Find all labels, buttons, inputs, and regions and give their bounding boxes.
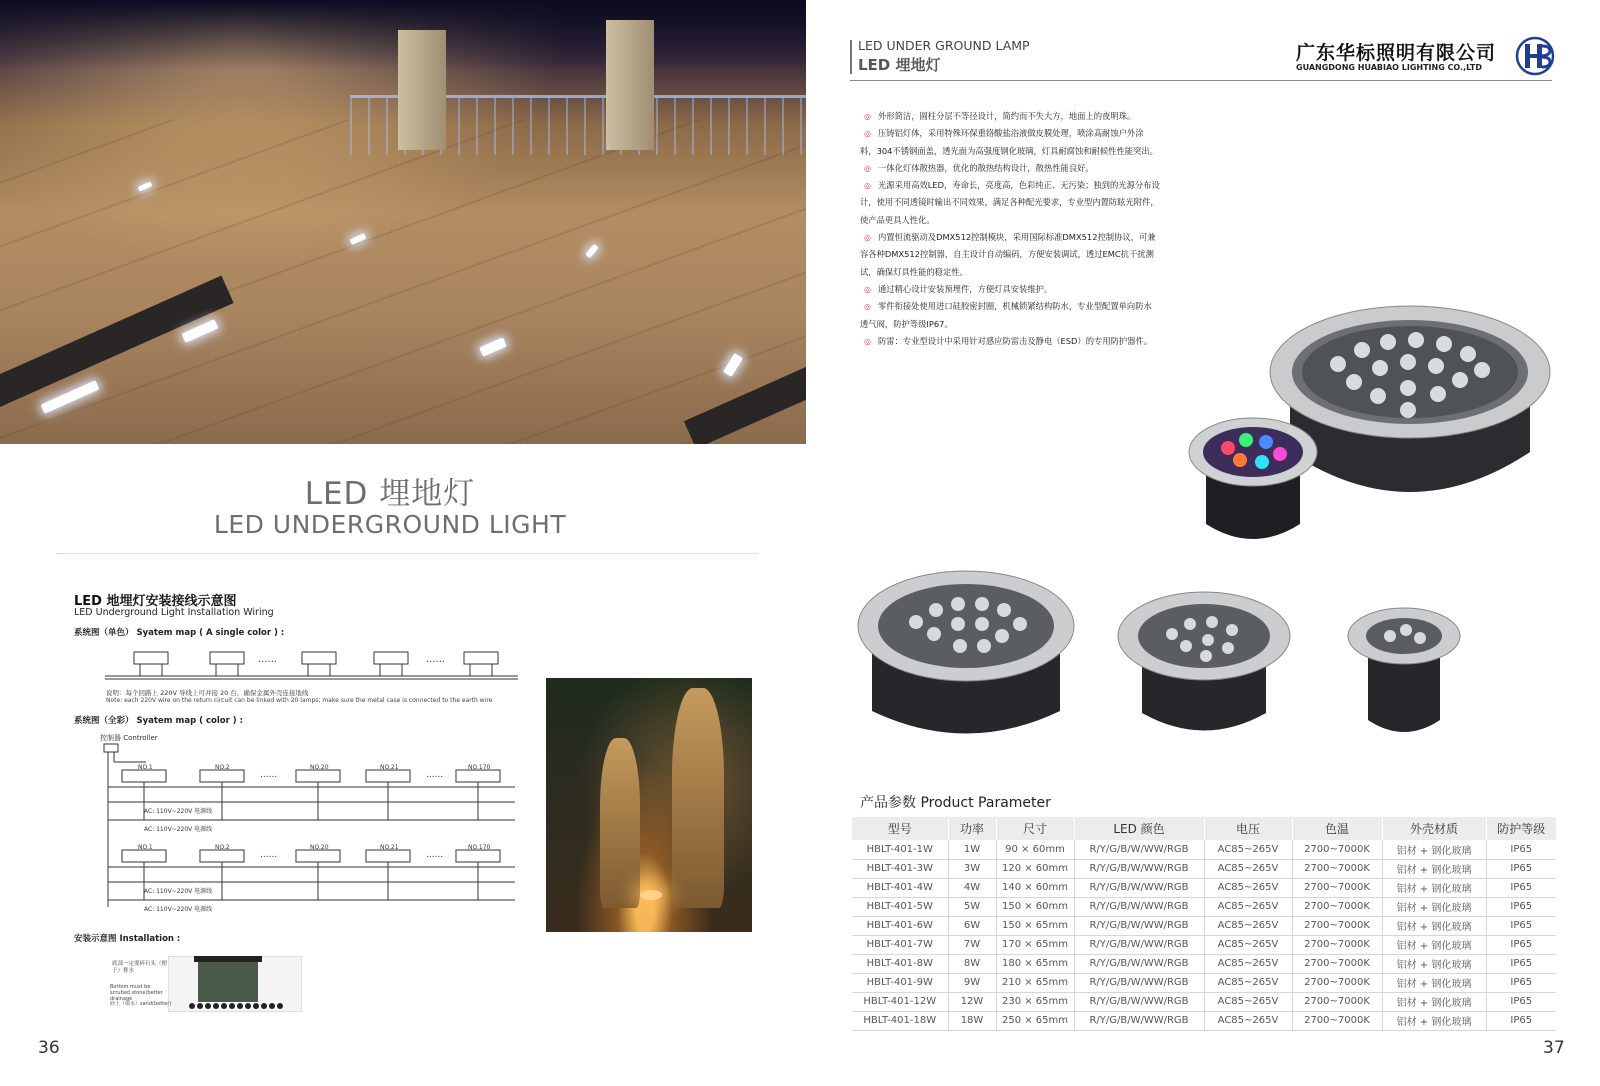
table-row bbox=[852, 973, 1556, 992]
table-cell: 120 × 60mm bbox=[996, 859, 1074, 878]
table-cell: 170 × 65mm bbox=[996, 935, 1074, 954]
dotted-divider bbox=[56, 553, 756, 554]
table-cell: HBLT-401-7W bbox=[852, 935, 948, 954]
ac-label: AC: 110V~220V 电源线 bbox=[144, 808, 213, 815]
lamp-label: NO.2 bbox=[215, 844, 230, 851]
lamp-3w-product-image bbox=[1346, 604, 1462, 740]
table-cell: IP65 bbox=[1486, 954, 1556, 973]
company-name-en: GUANGDONG HUABIAO LIGHTING CO.,LTD bbox=[1296, 63, 1483, 72]
table-cell: HBLT-401-6W bbox=[852, 916, 948, 935]
table-cell: R/Y/G/B/W/WW/RGB bbox=[1074, 1011, 1204, 1030]
table-cell: 2700~7000K bbox=[1292, 992, 1382, 1011]
table-cell: 2700~7000K bbox=[1292, 916, 1382, 935]
table-cell: HBLT-401-3W bbox=[852, 859, 948, 878]
col-header-ip-rating: 防护等级 bbox=[1486, 817, 1556, 840]
table-row bbox=[852, 897, 1556, 916]
header-title-en: LED UNDER GROUND LAMP bbox=[858, 38, 1030, 53]
sculpture-figure bbox=[672, 688, 724, 908]
ground-light-glow bbox=[640, 890, 662, 900]
lamp-label: NO.170 bbox=[468, 844, 491, 851]
full-color-wiring-diagram bbox=[100, 742, 520, 917]
hero-photo-plaza-night bbox=[0, 0, 806, 444]
table-cell: 2700~7000K bbox=[1292, 859, 1382, 878]
col-header-power: 功率 bbox=[948, 817, 996, 840]
table-cell: 铝材 + 钢化玻璃 bbox=[1382, 878, 1486, 897]
table-cell: 90 × 60mm bbox=[996, 840, 1074, 859]
col-header-led-color: LED 颜色 bbox=[1074, 817, 1204, 840]
table-cell: 7W bbox=[948, 935, 996, 954]
table-cell: 铝材 + 钢化玻璃 bbox=[1382, 973, 1486, 992]
table-row bbox=[852, 859, 1556, 878]
table-cell: 2700~7000K bbox=[1292, 1011, 1382, 1030]
dots: ...... bbox=[426, 654, 446, 665]
table-cell: 210 × 65mm bbox=[996, 973, 1074, 992]
table-cell: 8W bbox=[948, 954, 996, 973]
table-cell: 4W bbox=[948, 878, 996, 897]
paving-tiles bbox=[0, 120, 806, 444]
system-single-label: 系统图（单色） Syatem map ( A single color ) : bbox=[74, 628, 285, 638]
lamp-label: NO.1 bbox=[138, 764, 153, 771]
table-cell: IP65 bbox=[1486, 859, 1556, 878]
table-cell: 铝材 + 钢化玻璃 bbox=[1382, 992, 1486, 1011]
col-header-model: 型号 bbox=[852, 817, 948, 840]
table-row bbox=[852, 1011, 1556, 1030]
stone-pillar bbox=[606, 20, 654, 150]
table-row bbox=[852, 878, 1556, 897]
wiring-title: LED 地埋灯安装接线示意图 bbox=[74, 594, 237, 609]
table-cell: AC85~265V bbox=[1204, 973, 1292, 992]
table-cell: HBLT-401-4W bbox=[852, 878, 948, 897]
table-cell: 12W bbox=[948, 992, 996, 1011]
single-color-wiring-diagram bbox=[100, 646, 520, 684]
table-cell: 140 × 60mm bbox=[996, 878, 1074, 897]
lamp-label: NO.20 bbox=[310, 844, 329, 851]
table-cell: IP65 bbox=[1486, 973, 1556, 992]
table-cell: R/Y/G/B/W/WW/RGB bbox=[1074, 897, 1204, 916]
lamp-label: NO.1 bbox=[138, 844, 153, 851]
installation-note-cn: 底部一定要碎石头（便于）排水 bbox=[112, 961, 168, 974]
company-logo-icon bbox=[1515, 36, 1555, 76]
table-cell: AC85~265V bbox=[1204, 897, 1292, 916]
dots: ...... bbox=[426, 850, 444, 860]
lamp-label: NO.21 bbox=[380, 844, 399, 851]
page-number-right: 37 bbox=[1543, 1038, 1565, 1058]
dots: ...... bbox=[260, 850, 278, 860]
table-cell: R/Y/G/B/W/WW/RGB bbox=[1074, 992, 1204, 1011]
sculpture-figure bbox=[600, 738, 640, 908]
table-cell: HBLT-401-8W bbox=[852, 954, 948, 973]
col-header-size: 尺寸 bbox=[996, 817, 1074, 840]
table-cell: 铝材 + 钢化玻璃 bbox=[1382, 954, 1486, 973]
table-cell: IP65 bbox=[1486, 897, 1556, 916]
table-cell: IP65 bbox=[1486, 878, 1556, 897]
page-title-en: LED UNDERGROUND LIGHT bbox=[213, 510, 567, 539]
table-cell: 2700~7000K bbox=[1292, 954, 1382, 973]
ac-label: AC: 110V~220V 电源线 bbox=[144, 906, 213, 913]
table-cell: 9W bbox=[948, 973, 996, 992]
table-row bbox=[852, 992, 1556, 1011]
table-cell: 5W bbox=[948, 897, 996, 916]
table-cell: 铝材 + 钢化玻璃 bbox=[1382, 935, 1486, 954]
feature-item: ◎ 防雷：专业型设计中采用针对感应防雷击及静电（ESD）的专用防护器件。 bbox=[860, 333, 1160, 350]
feature-item: ◎ 光源采用高效LED，寿命长，亮度高，色彩纯正、无污染；独到的光源分布设计，使用不同透镜时输出不同效果，满足各种配光要求，专业型内置防眩光附件，使产品更具人性化。 bbox=[860, 177, 1160, 229]
table-cell: AC85~265V bbox=[1204, 935, 1292, 954]
system-color-label: 系统图（全彩） Syatem map ( color ) : bbox=[74, 716, 244, 726]
table-cell: 2700~7000K bbox=[1292, 935, 1382, 954]
table-cell: 150 × 60mm bbox=[996, 897, 1074, 916]
table-cell: R/Y/G/B/W/WW/RGB bbox=[1074, 916, 1204, 935]
table-cell: 6W bbox=[948, 916, 996, 935]
dots: ...... bbox=[258, 654, 278, 665]
table-cell: HBLT-401-12W bbox=[852, 992, 948, 1011]
table-cell: 铝材 + 钢化玻璃 bbox=[1382, 1011, 1486, 1030]
table-row bbox=[852, 916, 1556, 935]
table-cell: HBLT-401-9W bbox=[852, 973, 948, 992]
col-header-color-temp: 色温 bbox=[1292, 817, 1382, 840]
table-cell: 2700~7000K bbox=[1292, 878, 1382, 897]
feature-item: ◎ 外形简洁，圆柱分层不等径设计，简约而不失大方，地面上的夜明珠。 bbox=[860, 108, 1160, 125]
table-cell: AC85~265V bbox=[1204, 859, 1292, 878]
lamp-label: NO.2 bbox=[215, 764, 230, 771]
table-cell: 1W bbox=[948, 840, 996, 859]
table-cell: HBLT-401-18W bbox=[852, 1011, 948, 1030]
table-cell: AC85~265V bbox=[1204, 954, 1292, 973]
table-cell: R/Y/G/B/W/WW/RGB bbox=[1074, 859, 1204, 878]
feature-item: ◎ 通过精心设计安装预埋件，方便灯具安装维护。 bbox=[860, 281, 1160, 298]
wiring-subtitle: LED Underground Light Installation Wiring bbox=[74, 607, 274, 618]
table-cell: HBLT-401-1W bbox=[852, 840, 948, 859]
parameter-title: 产品参数 Product Parameter bbox=[860, 795, 1051, 811]
ac-label: AC: 110V~220V 电源线 bbox=[144, 826, 213, 833]
feature-item: ◎ 零件衔接处使用进口硅胶密封圈，机械锁紧结构防水，专业型配置单向防水透气阀，防护等级IP67。 bbox=[860, 298, 1160, 333]
table-cell: AC85~265V bbox=[1204, 878, 1292, 897]
wiring-note-en: Note: each 220V wire on the return circuit can be linked with 20 lamps; make sure the metal case is connected to the earth wire bbox=[106, 697, 493, 704]
table-cell: IP65 bbox=[1486, 916, 1556, 935]
table-cell: 铝材 + 钢化玻璃 bbox=[1382, 840, 1486, 859]
table-cell: 18W bbox=[948, 1011, 996, 1030]
table-row bbox=[852, 954, 1556, 973]
table-cell: 2700~7000K bbox=[1292, 840, 1382, 859]
lamp-9w-product-image bbox=[1116, 588, 1292, 740]
table-cell: AC85~265V bbox=[1204, 1011, 1292, 1030]
table-row bbox=[852, 935, 1556, 954]
wiring-note-cn: 说明：每个回路上 220V 导线上可并接 20 台，确保金属外壳连接地线 bbox=[106, 689, 309, 697]
dots: ...... bbox=[426, 770, 444, 780]
lamp-label: NO.20 bbox=[310, 764, 329, 771]
controller-label: 控制器 Controller bbox=[100, 734, 158, 742]
product-parameter-table bbox=[852, 817, 1556, 1031]
header-rule bbox=[850, 80, 1552, 81]
installation-diagram bbox=[168, 956, 302, 1012]
lamp-label: NO.170 bbox=[468, 764, 491, 771]
col-header-voltage: 电压 bbox=[1204, 817, 1292, 840]
table-cell: AC85~265V bbox=[1204, 992, 1292, 1011]
table-cell: 3W bbox=[948, 859, 996, 878]
company-name-cn: 广东华标照明有限公司 bbox=[1296, 42, 1497, 64]
table-cell: 铝材 + 钢化玻璃 bbox=[1382, 897, 1486, 916]
table-cell: AC85~265V bbox=[1204, 840, 1292, 859]
installation-label: 安装示意图 Installation : bbox=[74, 934, 181, 944]
table-cell: 铝材 + 钢化玻璃 bbox=[1382, 859, 1486, 878]
feature-item: ◎ 内置恒流驱动及DMX512控制模块，采用国际标准DMX512控制协议，可兼容各种DMX512控制器，自主设计自动编码，方便安装调试，透过EMC抗干扰测试，确保灯具性能的稳定性。 bbox=[860, 229, 1160, 281]
table-cell: R/Y/G/B/W/WW/RGB bbox=[1074, 878, 1204, 897]
table-cell: R/Y/G/B/W/WW/RGB bbox=[1074, 840, 1204, 859]
table-cell: 150 × 65mm bbox=[996, 916, 1074, 935]
installation-note-en: Bottom must be scrubed stone(better drainage bbox=[110, 984, 163, 1002]
dots: ...... bbox=[260, 770, 278, 780]
feature-list bbox=[860, 108, 1160, 350]
table-cell: HBLT-401-5W bbox=[852, 897, 948, 916]
table-header-row bbox=[852, 817, 1556, 840]
lamp-rgb-product-image bbox=[1188, 414, 1318, 546]
night-sculpture-photo bbox=[546, 678, 752, 932]
table-cell: 230 × 65mm bbox=[996, 992, 1074, 1011]
page-title-cn: LED 埋地灯 bbox=[304, 476, 476, 512]
page-number-left: 36 bbox=[38, 1038, 60, 1058]
table-cell: 250 × 65mm bbox=[996, 1011, 1074, 1030]
table-cell: IP65 bbox=[1486, 935, 1556, 954]
table-cell: 2700~7000K bbox=[1292, 897, 1382, 916]
table-cell: 180 × 65mm bbox=[996, 954, 1074, 973]
header-accent-bar bbox=[850, 40, 852, 74]
table-cell: IP65 bbox=[1486, 1011, 1556, 1030]
table-cell: AC85~265V bbox=[1204, 916, 1292, 935]
table-row bbox=[852, 840, 1556, 859]
table-cell: 2700~7000K bbox=[1292, 973, 1382, 992]
lamp-label: NO.21 bbox=[380, 764, 399, 771]
stone-pillar bbox=[398, 30, 446, 150]
table-cell: 铝材 + 钢化玻璃 bbox=[1382, 916, 1486, 935]
feature-item: ◎ 一体化灯体散热器，优化的散热结构设计，散热性能良好。 bbox=[860, 160, 1160, 177]
ac-label: AC: 110V~220V 电源线 bbox=[144, 888, 213, 895]
installation-note-sand: 砂土（填水）sand(better) bbox=[110, 1001, 172, 1007]
table-cell: IP65 bbox=[1486, 840, 1556, 859]
table-cell: R/Y/G/B/W/WW/RGB bbox=[1074, 973, 1204, 992]
col-header-material: 外壳材质 bbox=[1382, 817, 1486, 840]
header-title-cn: LED 埋地灯 bbox=[858, 56, 941, 74]
table-cell: R/Y/G/B/W/WW/RGB bbox=[1074, 954, 1204, 973]
table-cell: IP65 bbox=[1486, 992, 1556, 1011]
lamp-18w-product-image bbox=[856, 566, 1076, 742]
table-cell: R/Y/G/B/W/WW/RGB bbox=[1074, 935, 1204, 954]
feature-item: ◎ 压铸铝灯体，采用特殊环保重铬酸盐浴液做皮膜处理，喷涂高耐蚀户外涂料，304不锈钢面盖，透光面为高强度钢化玻璃，灯具耐腐蚀和耐候性性能突出。 bbox=[860, 125, 1160, 160]
